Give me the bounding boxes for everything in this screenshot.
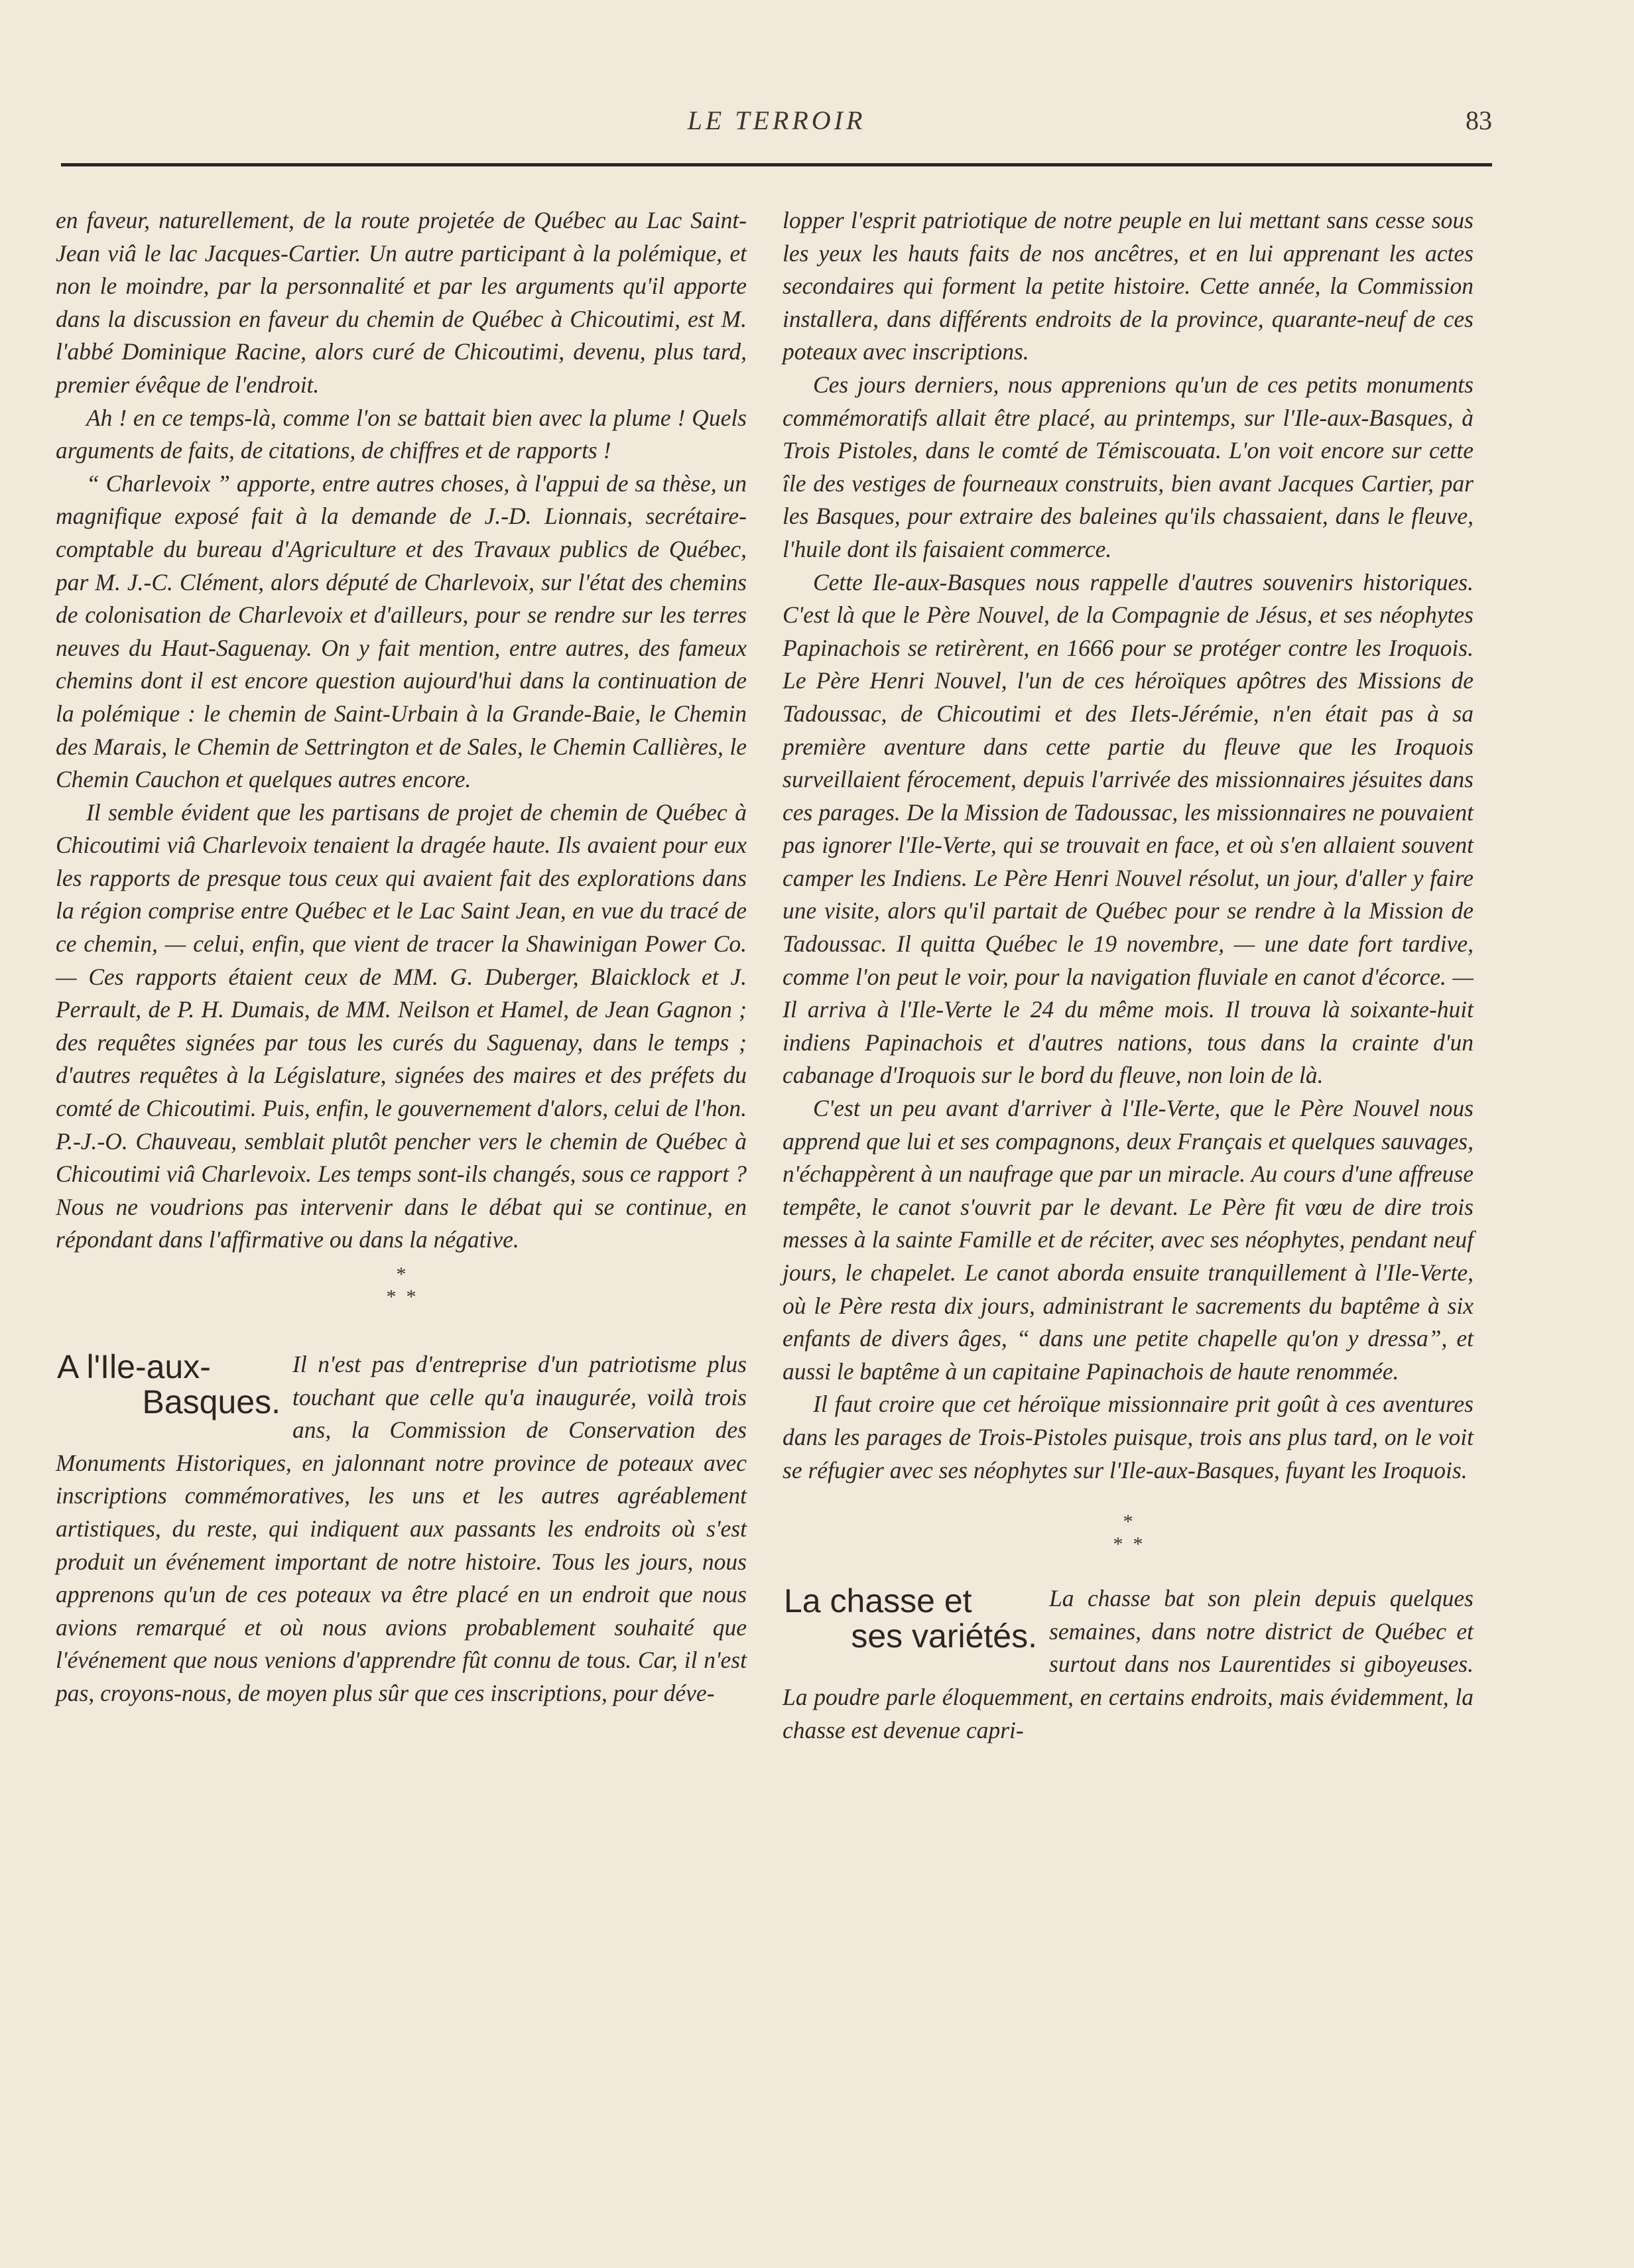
paragraph: Cette Ile-aux-Basques nous rappelle d'autres souvenirs historiques. C'est là que le Père Nouvel, de la Compagnie de Jésus, et ses néophytes Papinachois se retirèrent, en 1666 pour se protéger contre les Iroquois. Le Père Henri Nouvel, l'un de ces héroïques apôtres des Missions de Tadoussac, de Chicoutimi et des Ilets-Jérémie, n'en était pas à sa première aventure dans cette partie du fleuve que les Iroquois surveillaient férocement, depuis l'arrivée des missionnaires jésuites dans ces parages. De la Mission de Tadoussac, les missionnaires ne pouvaient pas ignorer l'Ile-Verte, qui se trouvait en face, et où s'en allaient souvent camper les Indiens. Le Père Henri Nouvel résolut, un jour, d'aller y faire une visite, alors qu'il partait de Québec pour se rendre à la Mission de Tadoussac. Il quitta Québec le 19 novembre, — une date fort tardive, comme l'on peut le voir, pour la navigation fluviale en canot d'écorce. — Il arriva à l'Ile-Verte le 24 du même mois. Il trouva là soixante-huit indiens Papinachois et d'autres nations, tous dans la crainte d'un cabanage d'Iroquois sur le bord du fleuve, non loin de là. [783, 568, 1474, 1089]
header-rule [61, 163, 1492, 166]
right-column [783, 204, 1474, 1747]
paragraph: Il semble évident que les partisans de projet de chemin de Québec à Chicoutimi viâ Charlevoix tenaient la dragée haute. Ils avaient pour eux les rapports de presque tous ceux qui avaient fait des explorations dans la région comprise entre Québec et le Lac Saint Jean, en vue du tracé de ce chemin, — celui, enfin, que vient de tracer la Shawinigan Power Co. — Ces rapports étaient ceux de MM. G. Duberger, Blaicklock et J. Perrault, de P. H. Dumais, de MM. Neilson et Hamel, de Jean Gagnon ; des requêtes signées par tous les curés du Saguenay, dans le temps ; d'autres requêtes à la Législature, signées des maires et des préfets du comté de Chicoutimi. Puis, enfin, le gouvernement d'alors, celui de l'hon. P.-J.-O. Chauveau, semblait plutôt pencher vers le chemin de Québec à Chicoutimi viâ Charlevoix. Les temps sont-ils changés, sous ce rapport ? Nous ne voudrions pas intervenir dans le débat qui se continue, en répondant dans l'affirmative ou dans la négative. [56, 798, 747, 1253]
section-heading-line2: Basques. [142, 1383, 281, 1420]
paragraph: Ces jours derniers, nous apprenions qu'un de ces petits monuments commémoratifs allait être placé, au printemps, sur l'Ile-aux-Basques, à Trois Pistoles, dans le comté de Témiscouata. L'on voit encore sur cette île des vestiges de fourneaux construits, bien avant Jacques Cartier, par les Basques, pour extraire des baleines qu'ils chassaient, dans le fleuve, l'huile dont ils faisaient commerce. [783, 371, 1474, 562]
section-heading [52, 1350, 281, 1420]
section-ile-aux-basques [56, 1348, 747, 1710]
section-heading [779, 1584, 1037, 1654]
paragraph: lopper l'esprit patriotique de notre peuple en lui mettant sans cesse sous les yeux les hauts faits de nos ancêtres, et en lui apprenant les actes secondaires qui forment la petite histoire. Cette année, la Commission installera, dans différents endroits de la province, quarante-neuf de ces poteaux avec inscriptions. [783, 207, 1474, 365]
section-la-chasse [783, 1582, 1474, 1747]
asterisk-top: * [396, 1263, 407, 1285]
section-text: Il n'est pas d'entreprise d'un patriotisme plus touchant que celle qu'a inaugurée, voilà trois ans, la Commission de Conservation des Monuments Historiques, en jalonnant notre province de poteaux avec inscriptions commémoratives, les uns et les autres agréablement artistiques, du reste, qui indiquent aux passants les endroits où s'est produit un événement important de notre histoire. Tous les jours, nous apprenons qu'un de ces poteaux va être placé en un endroit que nous avions remarqué et où nous avions probablement souhaité que l'événement que nous venions d'apprendre fût connu de tous. Car, il n'est pas, croyons-nous, de moyen plus sûr que ces inscriptions, pour déve- [56, 1351, 747, 1706]
asterisk-pair: * * [1113, 1533, 1143, 1556]
paragraph: C'est un peu avant d'arriver à l'Ile-Verte, que le Père Nouvel nous apprend que lui et ses compagnons, deux Français et quelques sauvages, n'échappèrent à un naufrage que par un miracle. Au cours d'une affreuse tempête, le canot s'ouvrit par le devant. Le Père fit vœu de dire trois messes à la sainte Famille et de réciter, avec ses néophytes, pendant neuf jours, le chapelet. Le canot aborda ensuite tranquillement à l'Ile-Verte, où le Père resta dix jours, administrant le sacrements du baptême à six enfants de divers âges, “ dans une petite chapelle qu'on y dressa”, et aussi le baptême à un capitaine Papinachois de haute renommée. [783, 1095, 1474, 1385]
section-text: La chasse bat son plein depuis quelques semaines, dans notre district de Québec et surtout dans nos Laurentides si giboyeuses. La poudre parle éloquemment, en certains endroits, mais évidemment, la chasse est devenue capri- [783, 1585, 1474, 1743]
section-heading-line2: ses variétés. [851, 1617, 1037, 1655]
paragraph: Ah ! en ce temps-là, comme l'on se battait bien avec la plume ! Quels arguments de faits, de citations, de chiffres et de rapports ! [56, 404, 747, 464]
paragraph: “ Charlevoix ” apporte, entre autres choses, à l'appui de sa thèse, un magnifique exposé fait à la demande de J.-D. Lionnais, secrétaire-comptable du bureau d'Agriculture et des Travaux publics de Québec, par M. J.-C. Clément, alors député de Charlevoix, sur l'état des chemins de colonisation de Charlevoix et d'ailleurs, pour se rendre sur les terres neuves du Haut-Saguenay. On y fait mention, entre autres, des fameux chemins dont il est encore question aujourd'hui dans la continuation de la polémique : le chemin de Saint-Urbain à la Grande-Baie, le Chemin des Marais, le Chemin de Settrington et de Sales, le Chemin Callières, le Chemin Cauchon et quelques autres encore. [56, 470, 747, 793]
page-header [61, 105, 1492, 145]
asterisk-top: * [1123, 1511, 1133, 1533]
paragraph: Il faut croire que cet héroïque missionnaire prit goût à ces aventures dans les parages de Trois-Pistoles puisque, trois ans plus tard, on le voit se réfugier avec ses néophytes sur l'Ile-aux-Basques, fuyant les Iroquois. [783, 1391, 1474, 1483]
left-column [56, 204, 747, 1710]
section-heading-line1: A l'Ile-aux- [57, 1348, 211, 1385]
page-number: 83 [1466, 105, 1492, 135]
section-separator [783, 1511, 1474, 1556]
paragraph: en faveur, naturellement, de la route projetée de Québec au Lac Saint-Jean viâ le lac Jacques-Cartier. Un autre participant à la polémique, et non le moindre, par la personnalité et par les arguments qu'il apporte dans la discussion en faveur du chemin de Québec à Chicoutimi, est M. l'abbé Dominique Racine, alors curé de Chicoutimi, devenu, plus tard, premier évêque de l'endroit. [56, 207, 747, 398]
asterisk-pair: * * [386, 1286, 416, 1308]
section-separator [56, 1263, 747, 1308]
section-heading-line1: La chasse et [784, 1582, 972, 1620]
running-title: LE TERROIR [687, 105, 866, 135]
